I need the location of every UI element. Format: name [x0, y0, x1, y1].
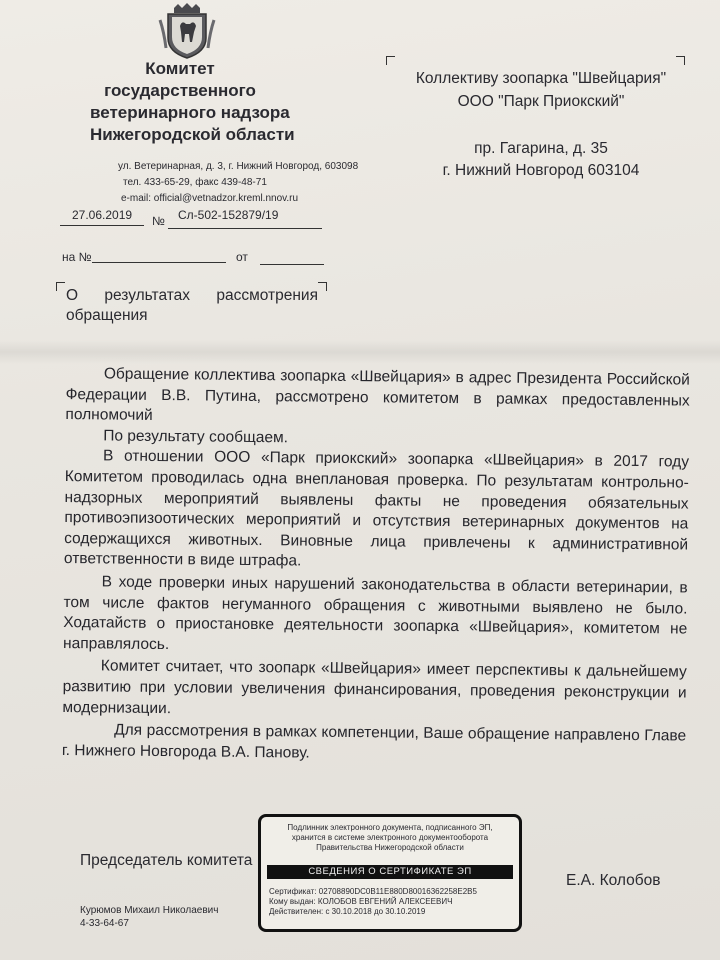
electronic-signature-stamp	[258, 814, 522, 932]
stamp-certificate-bar: СВЕДЕНИЯ О СЕРТИФИКАТЕ ЭП	[267, 865, 513, 879]
reference-from-label: от	[236, 250, 248, 264]
org-line: Нижегородской области	[90, 125, 295, 144]
body-paragraph: В отношении ООО «Парк приокский» зоопарка «Швейцария» в 2017 году Комитетом проводилась одна внеплановая проверка. По результатам контрольно-надзорных мероприятий выявлены факты не проведения обязательных противоэпизоотических мероприятий и отсутствия ветеринарных документов на содержащихся животных. Виновные лица привлечены к административной ответственности в виде штрафа.	[63, 447, 690, 570]
body-paragraph: В ходе проверки иных нарушений законодательства в области ветеринарии, в том числе фактов негуманного обращения с животными выявлено не было. Ходатайств о приостановке деятельности зоопарка «Швейцария», комитетом не направлялось.	[62, 573, 688, 653]
subject-word: результатах	[104, 287, 191, 304]
stamp-header-line: Подлинник электронного документа, подписанного ЭП,	[287, 823, 493, 832]
subject-corner-mark	[318, 282, 327, 291]
body-paragraph: Комитет считает, что зоопарк «Швейцария» имеет перспективы к дальнейшему развитию при условии увеличения финансирования, проведения реконструкции и модернизации.	[62, 657, 687, 717]
body-paragraph: Обращение коллектива зоопарка «Швейцария» в адрес Президента Российской Федерации В.В. Путина, рассмотрено комитетом в рамках предоставленных полномочий	[65, 365, 690, 425]
stamp-header	[261, 823, 519, 853]
sender-address: ул. Ветеринарная, д. 3, г. Нижний Новгород, 603098	[118, 161, 359, 172]
letter-date: 27.06.2019	[72, 208, 133, 222]
body-paragraph: По результату сообщаем.	[103, 427, 289, 447]
recipient-line: ООО "Парк Приокский"	[457, 93, 625, 110]
sender-email: e-mail: official@vetnadzor.kreml.nnov.ru	[121, 193, 299, 204]
subject-line-1	[66, 286, 318, 306]
letter-number: Сл-502-152879/19	[178, 208, 279, 222]
coat-of-arms-icon	[156, 2, 218, 60]
paper-fold	[0, 340, 720, 364]
certificate-owner: Кому выдан: КОЛОБОВ ЕВГЕНИЙ АЛЕКСЕЕВИЧ	[269, 897, 453, 906]
certificate-validity: Действителен: с 30.10.2018 до 30.10.2019	[269, 907, 426, 916]
executor-phone: 4-33-64-67	[80, 918, 129, 929]
org-line: ветеринарного надзора	[90, 103, 290, 122]
reference-date-underline	[260, 264, 324, 265]
stamp-header-line: хранится в системе электронного документооборота	[291, 833, 489, 842]
signer-name: Е.А. Колобов	[566, 872, 661, 889]
certificate-number: Сертификат: 02708890DC0B11E880D80016362258E2B5	[269, 887, 477, 896]
letter-body	[62, 364, 690, 768]
body-paragraph: Для рассмотрения в рамках компетенции, Ваше обращение направлено Главе г. Нижнего Новгорода В.А. Панову.	[61, 721, 687, 762]
reference-label: на №	[62, 250, 92, 264]
recipient-corner-mark	[676, 56, 685, 65]
subject-corner-mark	[56, 282, 65, 291]
recipient-line: пр. Гагарина, д. 35	[474, 140, 608, 157]
subject-word: рассмотрения	[216, 287, 318, 304]
org-line: Комитет	[145, 59, 215, 78]
stamp-header-line: Правительства Нижегородской области	[316, 843, 464, 852]
number-sign: №	[152, 214, 165, 228]
executor-name: Курюмов Михаил Николаевич	[80, 905, 219, 916]
recipient-corner-mark	[386, 56, 395, 65]
sender-org-name	[90, 58, 295, 146]
subject-line-2: обращения	[66, 307, 148, 324]
sender-phone: тел. 433-65-29, факс 439-48-71	[123, 177, 267, 188]
org-line: государственного	[104, 81, 256, 100]
recipient-line: Коллективу зоопарка "Швейцария"	[415, 70, 667, 87]
subject-word: О	[66, 287, 79, 304]
stamp-certificate-details	[269, 887, 519, 917]
recipient-line: г. Нижний Новгород 603104	[442, 162, 640, 179]
number-underline	[168, 228, 322, 229]
reference-underline	[92, 262, 226, 263]
signer-position: Председатель комитета	[80, 852, 253, 869]
date-underline	[60, 225, 144, 226]
